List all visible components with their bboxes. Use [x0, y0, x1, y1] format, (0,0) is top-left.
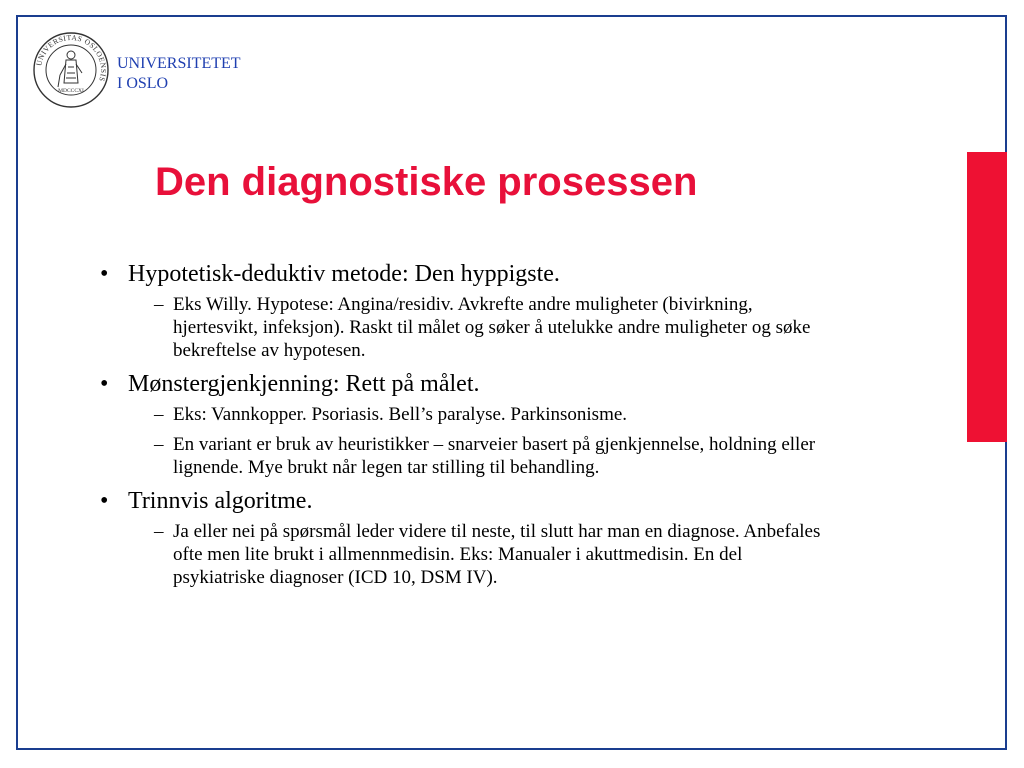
bullet-text: Mønstergjenkjenning: Rett på målet.	[128, 371, 480, 397]
sub-text: Eks Willy. Hypotese: Angina/residiv. Avkrefte andre muligheter (bivirkning, hjertesvikt, infeksjon). Raskt til målet og søker å utelukke andre muligheter og søke bekreftelse av hypotesen.	[173, 294, 811, 361]
bullet-text: Trinnvis algoritme.	[128, 488, 313, 514]
dash-marker: –	[154, 521, 164, 542]
sub-item	[98, 403, 828, 426]
bullet-marker: •	[100, 371, 109, 397]
sub-text: Ja eller nei på spørsmål leder videre til neste, til slutt har man en diagnose. Anbefales ofte men lite brukt i allmennmedisin. Eks: Manualer i akuttmedisin. En del psykiatriske diagnoser (ICD 10, DSM IV).	[173, 521, 821, 588]
sub-list	[98, 403, 828, 479]
bullet-marker: •	[100, 488, 109, 514]
sub-text: Eks: Vannkopper. Psoriasis. Bell’s paralyse. Parkinsonisme.	[173, 404, 628, 425]
sub-list	[98, 520, 828, 589]
sub-item	[98, 433, 828, 479]
dash-marker: –	[154, 434, 164, 455]
dash-marker: –	[154, 404, 164, 425]
slide-content	[98, 260, 828, 597]
side-accent-bar	[967, 152, 1007, 442]
sub-item	[98, 520, 828, 589]
university-seal-icon	[32, 31, 110, 109]
bullet-item	[98, 370, 828, 399]
svg-text:UNIVERSITAS OSLOENSIS	[34, 33, 108, 83]
seal-year-text: MDCCCXI	[58, 88, 84, 94]
bullet-marker: •	[100, 261, 109, 287]
dash-marker: –	[154, 294, 164, 315]
slide-title: Den diagnostiske prosessen	[155, 160, 698, 204]
university-name-line2: I OSLO	[117, 75, 169, 92]
sub-text: En variant er bruk av heuristikker – snarveier basert på gjenkjennelse, holdning eller lignende. Mye brukt når legen tar stilling til behandling.	[173, 434, 816, 478]
university-name-line1: UNIVERSITETET	[117, 55, 241, 72]
bullet-text: Hypotetisk-deduktiv metode: Den hyppigste.	[128, 261, 560, 287]
bullet-item	[98, 260, 828, 289]
sub-list	[98, 293, 828, 362]
bullet-item	[98, 487, 828, 516]
sub-item	[98, 293, 828, 362]
university-name	[117, 54, 241, 94]
seal-ring-text: UNIVERSITAS OSLOENSIS	[34, 32, 109, 83]
